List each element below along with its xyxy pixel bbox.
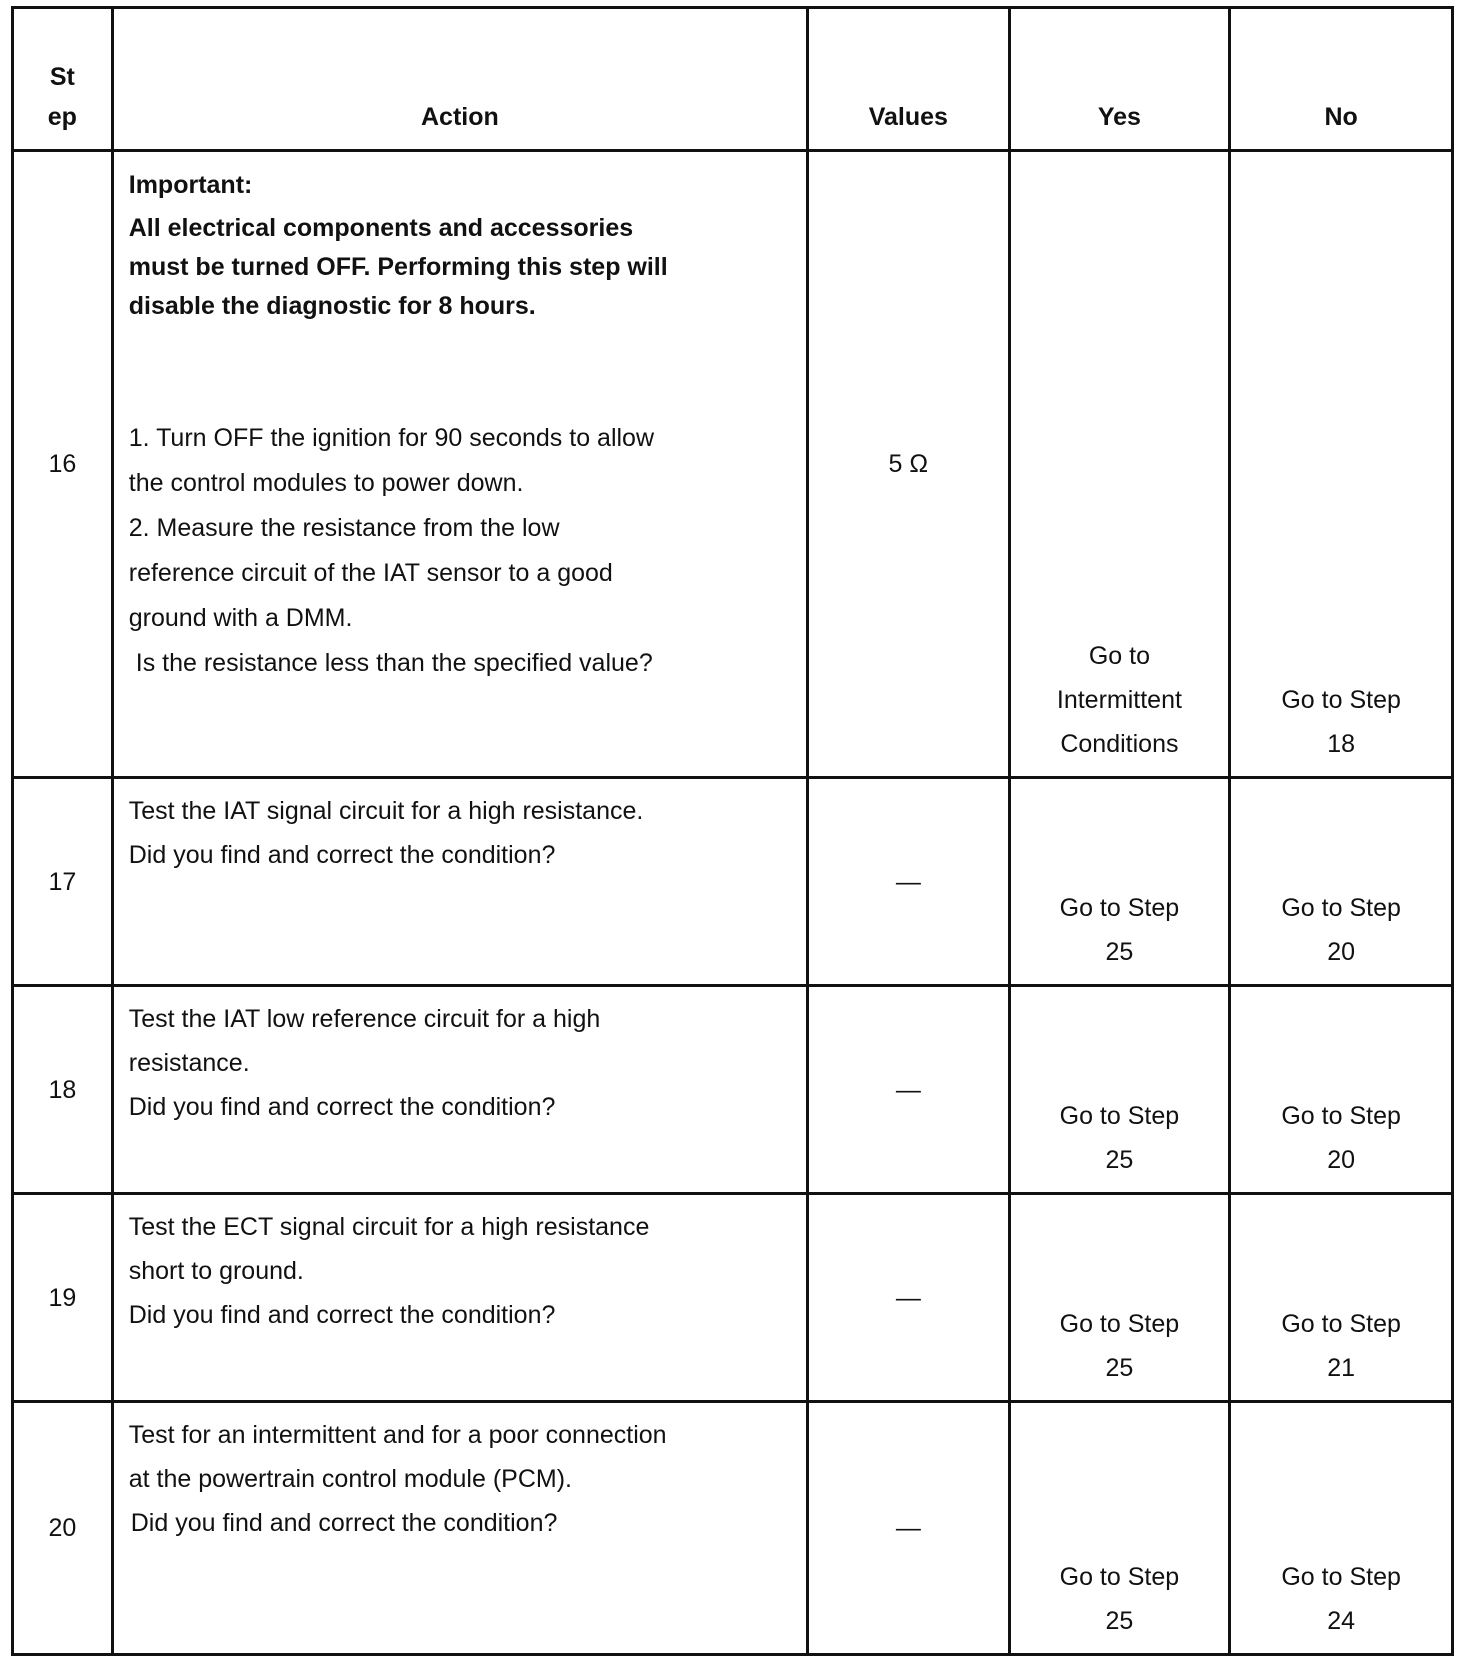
value-cell: 5 Ω bbox=[808, 151, 1010, 778]
action-question: Did you find and correct the condition? bbox=[130, 1509, 558, 1537]
yes-cell: Go to Step 25 bbox=[1009, 1194, 1230, 1402]
table-row bbox=[13, 986, 1453, 1194]
action-question: Did you find and correct the condition? bbox=[128, 1301, 556, 1329]
yes-cell: Go to Step 25 bbox=[1009, 986, 1230, 1194]
step-number: 19 bbox=[13, 1194, 113, 1402]
yes-cell: Go to Intermittent Conditions bbox=[1009, 151, 1230, 778]
header-action: Action bbox=[112, 8, 807, 151]
table-row bbox=[13, 778, 1453, 986]
header-step: St ep bbox=[13, 8, 113, 151]
action-cell bbox=[112, 986, 807, 1194]
action-text: Test the IAT signal circuit for a high resistance. bbox=[128, 797, 644, 825]
value-cell: — bbox=[808, 1194, 1010, 1402]
action-question: Did you find and correct the condition? bbox=[128, 841, 556, 869]
no-cell: Go to Step 20 bbox=[1230, 778, 1453, 986]
action-question: Did you find and correct the condition? bbox=[128, 1093, 556, 1121]
table-row bbox=[13, 1402, 1453, 1655]
yes-cell: Go to Step 25 bbox=[1009, 778, 1230, 986]
step-number: 17 bbox=[13, 778, 113, 986]
action-cell bbox=[112, 1402, 807, 1655]
important-text: All electrical components and accessories must be turned OFF. Performing this step will disable the diagnostic for 8 hours. bbox=[128, 214, 668, 320]
action-text: Test the ECT signal circuit for a high resistance short to ground. bbox=[128, 1213, 650, 1285]
header-row bbox=[13, 8, 1453, 151]
action-cell bbox=[112, 151, 807, 778]
value-cell: — bbox=[808, 778, 1010, 986]
action-text: Test for an intermittent and for a poor connection at the powertrain control module (PCM). bbox=[128, 1421, 667, 1493]
no-cell: Go to Step 21 bbox=[1230, 1194, 1453, 1402]
table-row bbox=[13, 1194, 1453, 1402]
value-cell: — bbox=[808, 986, 1010, 1194]
action-text: Test the IAT low reference circuit for a high resistance. bbox=[128, 1005, 601, 1077]
action-steps: 1. Turn OFF the ignition for 90 seconds to allow the control modules to power down. 2. Measure the resistance from the low reference circuit of the IAT sensor to a good ground with a DMM. bbox=[128, 424, 655, 632]
header-values: Values bbox=[808, 8, 1010, 151]
value-cell: — bbox=[808, 1402, 1010, 1655]
header-yes: Yes bbox=[1009, 8, 1230, 151]
table-row bbox=[13, 151, 1453, 778]
step-number: 20 bbox=[13, 1402, 113, 1655]
action-cell bbox=[112, 1194, 807, 1402]
important-label: Important: bbox=[128, 171, 253, 199]
yes-cell: Go to Step 25 bbox=[1009, 1402, 1230, 1655]
action-cell bbox=[112, 778, 807, 986]
diagnostic-table bbox=[11, 6, 1454, 1656]
no-cell: Go to Step 24 bbox=[1230, 1402, 1453, 1655]
header-no: No bbox=[1230, 8, 1453, 151]
action-question: Is the resistance less than the specified value? bbox=[135, 649, 653, 677]
step-number: 16 bbox=[13, 151, 113, 778]
step-number: 18 bbox=[13, 986, 113, 1194]
no-cell: Go to Step 20 bbox=[1230, 986, 1453, 1194]
no-cell: Go to Step 18 bbox=[1230, 151, 1453, 778]
